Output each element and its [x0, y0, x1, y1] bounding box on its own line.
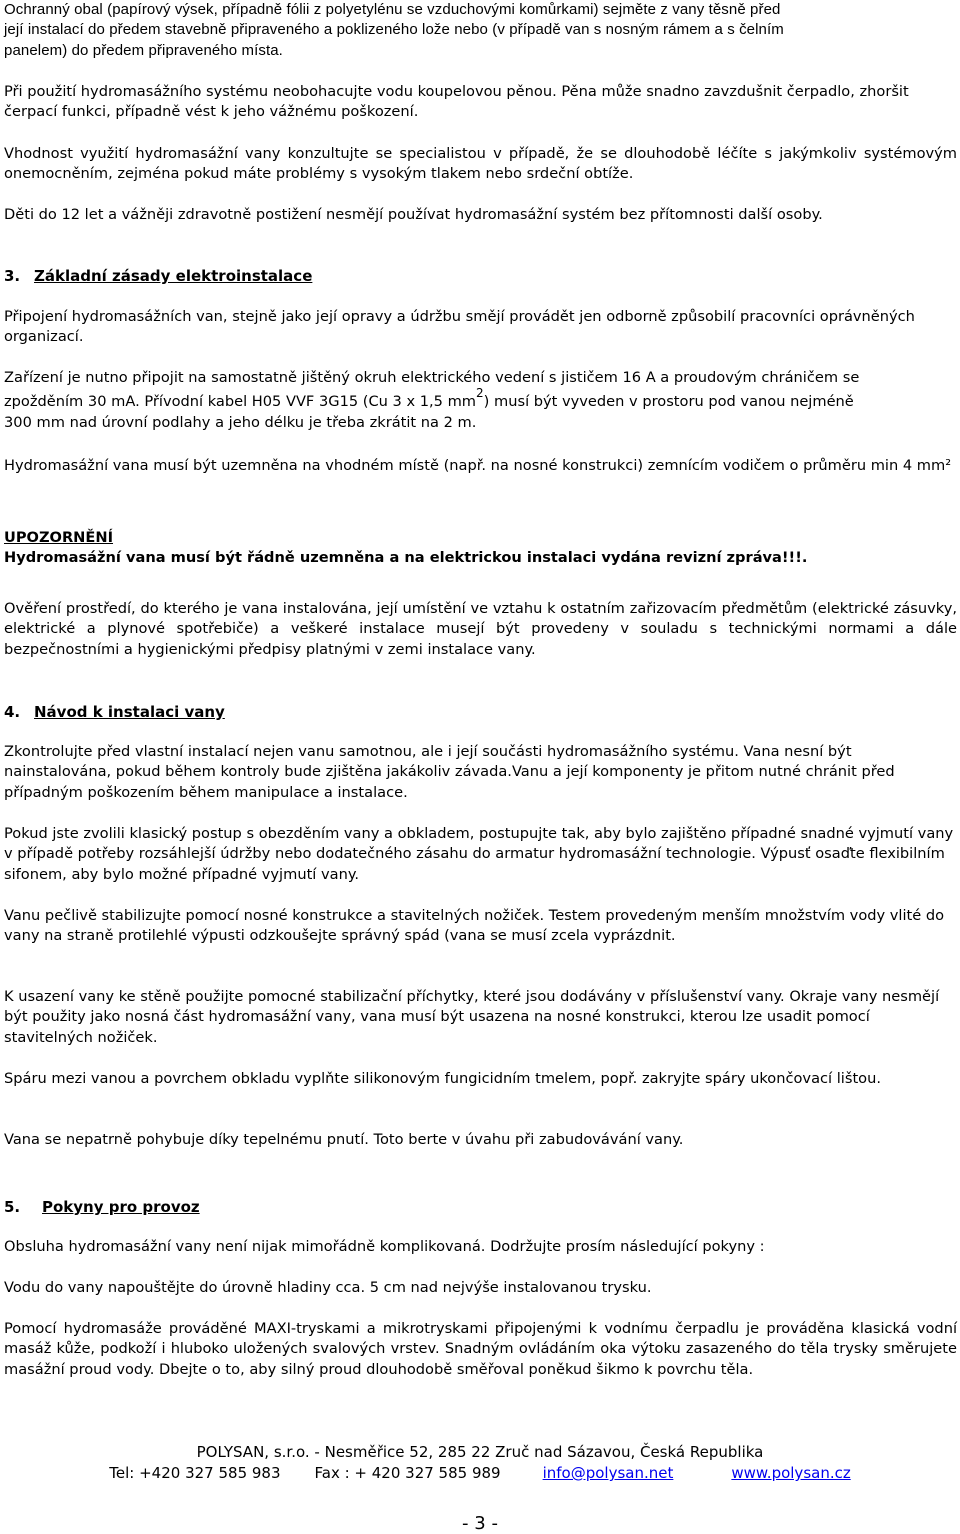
section-5-paragraph-2: Vodu do vany napouštějte do úrovně hladiny cca. 5 cm nad nejvýše instalovanou trysku.	[4, 1279, 652, 1296]
section-5-number: 5.	[4, 1198, 21, 1216]
section-4-paragraph-6: Vana se nepatrně pohybuje díky tepelnému pnutí. Toto berte v úvahu při zabudovávání vany.	[4, 1131, 684, 1148]
section-4-heading	[4, 702, 225, 722]
section-3-paragraph-1: Připojení hydromasážních van, stejně jako její opravy a údržbu smějí provádět jen odborně způsobilí pracovníci oprávněných organizací.	[4, 308, 915, 346]
section-3-p2-line-1: Zařízení je nutno připojit na samostatně jištěný okruh elektrického vedení s jističem 16 A a proudovým chráničem se	[4, 369, 860, 386]
section-4-paragraph-5: Spáru mezi vanou a povrchem obkladu vyplňte silikonovým fungicidním tmelem, popř. zakryjte spáry ukončovací lištou.	[4, 1070, 881, 1087]
warning-text: Hydromasážní vana musí být řádně uzemněna a na elektrickou instalaci vydána revizní zpráva!!!.	[4, 549, 808, 566]
section-4-paragraph-3: Vanu pečlivě stabilizujte pomocí nosné konstrukce a stavitelných nožiček. Testem provedeným menším množstvím vody vlité do vany na straně protilehlé výpusti odzkoušejte správný spád (vana se musí zcela vyprázdnit.	[4, 907, 945, 945]
section-5-paragraph-3: Pomocí hydromasáže prováděné MAXI-tryskami a mikrotryskami připojenými k vodnímu čerpadlu je prováděna klasická vodní masáž kůže, podkoží i hluboko uložených svalových vrstev. Snadným ovládáním oka výtoku zasazeného do těla trysky směrujete masážní proud vody. Dbejte o to, aby silný proud dlouhodobě směřoval poněkud šikmo k povrchu těla.	[4, 1320, 957, 1378]
section-4-paragraph-4: K usazení vany ke stěně použijte pomocné stabilizační příchytky, které jsou dodávány v příslušenství vany. Okraje vany nesmějí být použity jako nosná část hydromasážní vany, vana musí být usazena na nosné konstrukci, kterou lze usadit pomocí stavitelných nožiček.	[4, 988, 940, 1046]
section-4-paragraph-1: Zkontrolujte před vlastní instalací nejen vanu samotnou, ale i její součásti hydromasážního systému. Vana nesní být nainstalována, pokud během kontroly bude zjištěna jakákoliv závada.Vanu a její komponenty je přitom nutné chránit před případným poškozením během manipulace a instalace.	[4, 743, 895, 801]
warning-title: UPOZORNĚNÍ	[4, 529, 114, 546]
cable-spec-text: zpožděním 30 mA. Přívodní kabel H05 VVF 3G15 (Cu 3 x 1,5 mm	[4, 393, 477, 411]
footer-email-link[interactable]: info@polysan.net	[542, 1464, 674, 1482]
intro-paragraph-3: Vhodnost využití hydromasážní vany konzultujte se specialistou v případě, že se dlouhodobě léčíte s jakýmkoliv systémovým onemocněním, zejména pokud máte problémy s vysokým tlakem nebo srdeční obtíže.	[4, 145, 957, 183]
section-3-paragraph-3: Hydromasážní vana musí být uzemněna na vhodném místě (např. na nosné konstrukci) zemnícím vodičem o průměru min 4 mm²	[4, 457, 952, 474]
intro-paragraph-1	[4, 0, 957, 61]
section-3-p2-line-3: 300 mm nad úrovní podlahy a jeho délku je třeba zkrátit na 2 m.	[4, 413, 477, 431]
section-3-paragraph-2	[4, 368, 957, 433]
page-number: - 3 -	[462, 1513, 498, 1534]
section-5-title: Pokyny pro provoz	[42, 1198, 200, 1216]
section-4-number: 4.	[4, 703, 21, 721]
footer-fax: Fax : + 420 327 585 989	[314, 1464, 501, 1482]
footer-company: POLYSAN, s.r.o. - Nesměřice 52, 285 22 Zruč nad Sázavou, Česká Republika	[196, 1443, 764, 1461]
section-4-paragraph-2: Pokud jste zvolili klasický postup s obezděním vany a obkladem, postupujte tak, aby bylo zajištěno případné snadné vyjmutí vany v případě potřeby rozsáhlejší údržby nebo dodatečného zásahu do armatur hydromasážní technologie. Výpusť osaďte flexibilním sifonem, aby bylo možné případné vyjmutí vany.	[4, 825, 954, 883]
intro-paragraph-2: Při použití hydromasážního systému neobohacujte vodu koupelovou pěnou. Pěna může snadno zavzdušnit čerpadlo, zhoršit čerpací funkci, případně vést k jeho vážnému poškození.	[4, 83, 909, 121]
section-3-number: 3.	[4, 267, 21, 285]
intro-line-2: její instalací do předem stavebně připraveného a poklizeného lože nebo (v případě van s nosným rámem a s čelním	[4, 21, 784, 39]
footer-web-link[interactable]: www.polysan.cz	[731, 1464, 851, 1482]
section-4-title: Návod k instalaci vany	[34, 703, 225, 721]
section-3-paragraph-4: Ověření prostředí, do kterého je vana instalována, její umístění ve vztahu k ostatním zařizovacím předmětům (elektrické zásuvky, elektrické a plynové spotřebiče) a veškeré instalace musejí být provedeny v souladu s technickými normami a dále bezpečnostními a hygienickými předpisy platnými v zemi instalace vany.	[4, 600, 957, 658]
intro-line-3: panelem) do předem připraveného místa.	[4, 41, 283, 59]
section-3-heading	[4, 266, 312, 286]
footer-tel: Tel: +420 327 585 983	[109, 1464, 281, 1482]
intro-line-1: Ochranný obal (papírový výsek, případně fólii z polyetylénu se vzduchovými komůrkami) sejměte z vany těsně před	[4, 1, 781, 18]
section-5-paragraph-1: Obsluha hydromasážní vany není nijak mimořádně komplikovaná. Dodržujte prosím následující pokyny :	[4, 1238, 765, 1255]
section-3-title: Základní zásady elektroinstalace	[34, 267, 313, 285]
intro-paragraph-4: Děti do 12 let a vážněji zdravotně postižení nesmějí používat hydromasážní systém bez přítomnosti další osoby.	[4, 206, 823, 223]
footer-contacts	[0, 1463, 960, 1483]
section-5-heading	[4, 1197, 200, 1217]
cable-spec-text-end: ) musí být vyveden v prostoru pod vanou nejméně	[483, 393, 854, 411]
superscript-2: 2	[476, 386, 484, 401]
section-3-p2-line-2	[4, 386, 957, 412]
